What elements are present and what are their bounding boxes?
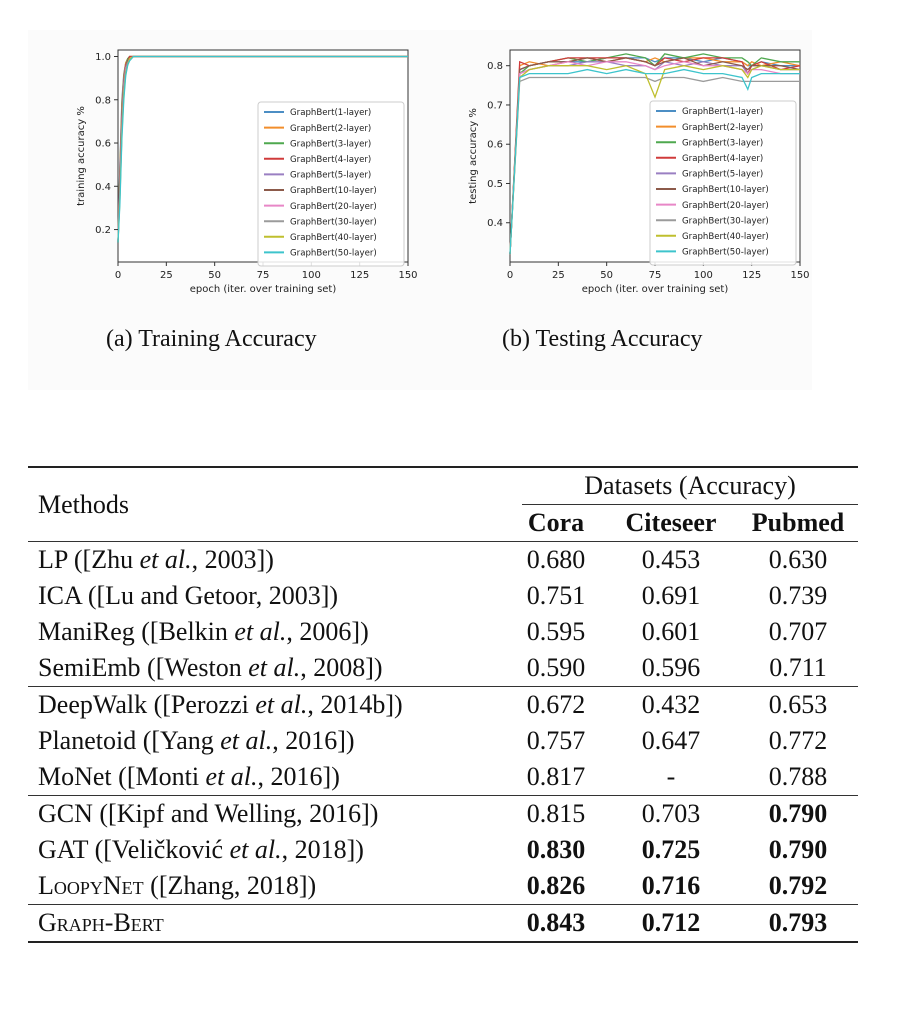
table-header-row — [28, 467, 858, 505]
accuracy-citeseer: 0.596 — [641, 653, 701, 682]
y-axis-label: training accuracy % — [76, 106, 87, 206]
method-etal: et al. — [205, 762, 258, 791]
accuracy-pubmed: 0.630 — [768, 545, 828, 574]
legend-label: GraphBert(10-layer) — [682, 185, 769, 196]
legend-label: GraphBert(2-layer) — [682, 122, 764, 133]
accuracy-citeseer: 0.432 — [641, 690, 701, 719]
table-row — [28, 614, 858, 650]
method-etal: et al. — [248, 653, 301, 682]
legend-label: GraphBert(10-layer) — [290, 186, 377, 197]
method-post: , 2008]) — [300, 653, 383, 682]
method-post: , 2014b]) — [307, 690, 403, 719]
y-tick-label: 0.8 — [487, 61, 503, 73]
method-post: ([Zhang, 2018]) — [143, 871, 317, 900]
x-axis-label: epoch (iter. over training set) — [581, 284, 729, 295]
x-tick-label: 50 — [208, 270, 222, 281]
method-pre: SemiEmb ([Weston — [38, 653, 249, 682]
accuracy-citeseer: 0.712 — [641, 908, 701, 937]
method-etal: et al. — [255, 690, 308, 719]
table-row — [28, 868, 858, 905]
method-pre: GAT ([Veličković — [38, 835, 230, 864]
y-tick-label: 0.4 — [95, 181, 111, 193]
method-pre: Planetoid ([Yang — [38, 726, 221, 755]
legend-label: GraphBert(3-layer) — [682, 138, 764, 149]
legend-label: GraphBert(3-layer) — [290, 139, 372, 150]
method-etal: et al. — [234, 617, 287, 646]
accuracy-cora: 0.590 — [526, 653, 586, 682]
x-tick-label: 0 — [506, 270, 514, 281]
accuracy-citeseer: 0.725 — [641, 835, 701, 864]
method-name — [28, 905, 508, 943]
method-pre: GCN ([Kipf and Welling, 2016]) — [38, 799, 379, 828]
method-etal: et al. — [139, 545, 192, 574]
x-tick-label: 0 — [114, 270, 122, 281]
testing-accuracy-chart — [440, 30, 820, 330]
accuracy-pubmed: 0.739 — [768, 581, 828, 610]
accuracy-pubmed: 0.711 — [769, 653, 827, 682]
accuracy-cora: 0.751 — [526, 581, 586, 610]
accuracy-cora: 0.830 — [526, 835, 586, 864]
method-name — [28, 542, 508, 579]
accuracy-cora: 0.843 — [526, 908, 586, 937]
accuracy-citeseer: 0.647 — [641, 726, 701, 755]
caption-testing-accuracy: (b) Testing Accuracy — [502, 326, 703, 352]
column-header-citeseer: Citeseer — [625, 508, 717, 537]
y-tick-label: 0.5 — [487, 178, 503, 190]
legend-label: GraphBert(20-layer) — [682, 200, 769, 211]
accuracy-pubmed: 0.793 — [768, 908, 828, 937]
method-name — [28, 650, 508, 687]
accuracy-pubmed: 0.790 — [768, 835, 828, 864]
method-post: , 2018]) — [281, 835, 364, 864]
training-accuracy-chart — [48, 30, 428, 330]
accuracy-pubmed: 0.792 — [768, 871, 828, 900]
testing-accuracy-plot — [440, 30, 820, 330]
table-body — [28, 542, 858, 943]
accuracy-pubmed: 0.707 — [768, 617, 828, 646]
accuracy-cora: 0.826 — [526, 871, 586, 900]
x-tick-label: 75 — [648, 270, 662, 281]
x-tick-label: 75 — [256, 270, 270, 281]
method-pre: LP ([Zhu — [38, 545, 140, 574]
y-axis-label: testing accuracy % — [468, 108, 479, 204]
method-name — [28, 578, 508, 614]
legend-label: GraphBert(4-layer) — [290, 155, 372, 165]
datasets-header — [508, 467, 858, 505]
accuracy-citeseer: 0.453 — [641, 545, 701, 574]
method-post: , 2016]) — [257, 762, 340, 791]
column-header-pubmed: Pubmed — [751, 508, 845, 537]
y-tick-label: 1.0 — [95, 51, 111, 63]
table-row — [28, 578, 858, 614]
legend-label: GraphBert(5-layer) — [290, 170, 372, 181]
datasets-header-label: Datasets (Accuracy) — [522, 468, 858, 505]
accuracy-citeseer: 0.691 — [641, 581, 701, 610]
method-name — [28, 796, 508, 833]
accuracy-citeseer: - — [666, 762, 676, 791]
x-tick-label: 125 — [742, 270, 762, 281]
legend-label: GraphBert(1-layer) — [290, 108, 372, 119]
method-sc: Graph-Bert — [38, 908, 164, 937]
accuracy-pubmed: 0.790 — [768, 799, 828, 828]
accuracy-cora: 0.595 — [526, 617, 586, 646]
x-tick-label: 25 — [551, 270, 565, 281]
method-pre: ManiReg ([Belkin — [38, 617, 235, 646]
method-post: , 2016]) — [272, 726, 355, 755]
accuracy-cora: 0.817 — [526, 762, 586, 791]
y-tick-label: 0.4 — [487, 218, 503, 230]
caption-training-accuracy: (a) Training Accuracy — [106, 326, 317, 352]
legend-label: GraphBert(4-layer) — [682, 154, 764, 164]
table-row — [28, 687, 858, 724]
accuracy-cora: 0.815 — [526, 799, 586, 828]
x-tick-label: 100 — [693, 270, 713, 281]
accuracy-cora: 0.680 — [526, 545, 586, 574]
method-name — [28, 723, 508, 759]
legend-label: GraphBert(20-layer) — [290, 201, 377, 212]
x-tick-label: 50 — [600, 270, 614, 281]
x-tick-label: 100 — [301, 270, 321, 281]
method-sc: LoopyNet — [38, 871, 144, 900]
y-tick-label: 0.7 — [487, 100, 503, 112]
x-tick-label: 150 — [790, 270, 810, 281]
method-name — [28, 687, 508, 724]
legend-label: GraphBert(50-layer) — [682, 247, 769, 258]
y-tick-label: 0.6 — [487, 139, 503, 151]
results-table — [28, 466, 858, 943]
method-pre: DeepWalk ([Perozzi — [38, 690, 256, 719]
legend-label: GraphBert(30-layer) — [682, 216, 769, 227]
y-tick-label: 0.2 — [95, 225, 111, 237]
figure-panel — [28, 30, 812, 390]
training-accuracy-plot — [48, 30, 428, 330]
table-row — [28, 650, 858, 687]
accuracy-pubmed: 0.772 — [768, 726, 828, 755]
accuracy-citeseer: 0.703 — [641, 799, 701, 828]
x-axis-label: epoch (iter. over training set) — [189, 284, 337, 295]
accuracy-cora: 0.672 — [526, 690, 586, 719]
method-name — [28, 868, 508, 905]
legend-label: GraphBert(40-layer) — [290, 233, 377, 243]
method-name — [28, 832, 508, 868]
legend-label: GraphBert(50-layer) — [290, 248, 377, 259]
accuracy-pubmed: 0.788 — [768, 762, 828, 791]
legend-label: GraphBert(30-layer) — [290, 217, 377, 228]
method-etal: et al. — [220, 726, 273, 755]
y-tick-label: 0.6 — [95, 138, 111, 150]
table-row — [28, 796, 858, 833]
method-post: , 2003]) — [191, 545, 274, 574]
column-header-cora: Cora — [527, 508, 585, 537]
accuracy-pubmed: 0.653 — [768, 690, 828, 719]
legend-label: GraphBert(5-layer) — [682, 169, 764, 180]
y-tick-label: 0.8 — [95, 95, 111, 107]
table-row — [28, 905, 858, 943]
table-row — [28, 723, 858, 759]
accuracy-cora: 0.757 — [526, 726, 586, 755]
x-tick-label: 25 — [159, 270, 173, 281]
method-name — [28, 614, 508, 650]
method-name — [28, 759, 508, 796]
methods-header: Methods — [38, 489, 129, 519]
legend-label: GraphBert(2-layer) — [290, 123, 372, 134]
table-row — [28, 832, 858, 868]
method-pre: MoNet ([Monti — [38, 762, 206, 791]
method-post: , 2006]) — [286, 617, 369, 646]
legend-label: GraphBert(40-layer) — [682, 232, 769, 242]
legend-label: GraphBert(1-layer) — [682, 107, 764, 118]
table-row — [28, 542, 858, 579]
method-etal: et al. — [229, 835, 282, 864]
x-tick-label: 150 — [398, 270, 418, 281]
accuracy-citeseer: 0.716 — [641, 871, 701, 900]
table-row — [28, 759, 858, 796]
accuracy-citeseer: 0.601 — [641, 617, 701, 646]
method-pre: ICA ([Lu and Getoor, 2003]) — [38, 581, 339, 610]
x-tick-label: 125 — [350, 270, 370, 281]
